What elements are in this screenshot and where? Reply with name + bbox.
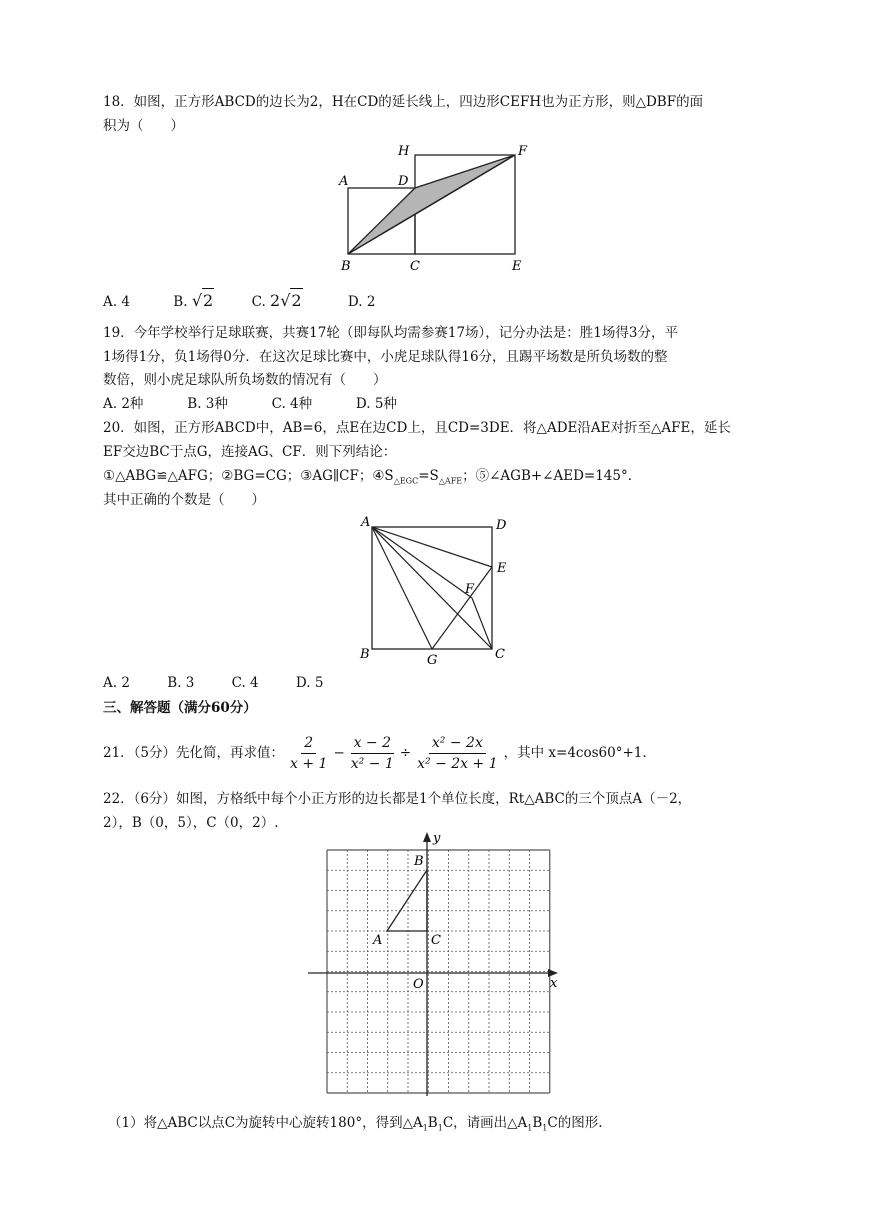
q20-conclusions-a: ①△ABG≌△AFG；②BG=CG；③AG∥CF；④S [103, 468, 394, 484]
q22-sub1-d: B [532, 1115, 543, 1131]
q20-option-c: C. 4 [231, 675, 259, 691]
q19-text-line3: 数倍，则小虎足球队所负场数的情况有（ ） [103, 372, 387, 388]
q18-option-c-coef: 2 [270, 291, 281, 310]
q22-sub1-e: C的图形. [547, 1115, 603, 1131]
q20-sub-afe: △AFE [438, 476, 463, 486]
q20-conclusions-c: ；⑤∠AGB+∠AED=145°． [462, 468, 642, 484]
label-D-q20: D [496, 518, 507, 533]
q20-options [103, 672, 323, 695]
q22-sub1-s1: 1 [422, 1123, 428, 1133]
q19-option-d: D. 5种 [355, 396, 397, 412]
q21-line [103, 730, 647, 776]
label-A: A [339, 174, 349, 189]
q22-subquestion-1 [108, 1112, 603, 1140]
y-axis-arrow [423, 832, 431, 842]
sqrt-2: √2 [192, 288, 214, 312]
q18-option-b [173, 288, 247, 314]
triangle-abc [387, 870, 427, 931]
section-3-title: 三、解答题（满分60分） [103, 700, 257, 716]
q22-sub1-b: B [427, 1115, 438, 1131]
q22-text-line2: 2），B（0，5），C（0，2）. [103, 815, 279, 831]
q19-options [103, 393, 397, 416]
label-F-q20: F [465, 582, 475, 597]
label-C-q22: C [431, 933, 441, 948]
q20-text-line1: 20．如图，正方形ABCD中，AB=6，点E在边CD上，且CD=3DE．将△ADE沿AE对折至△AFE，延长 [103, 420, 731, 436]
q20-option-b: B. 3 [167, 675, 195, 691]
label-x: x [550, 976, 558, 991]
q21-prefix: 21．（5分）先化简，再求值： [103, 745, 285, 761]
q21-minus: − [333, 745, 345, 761]
q21-fraction-2 [348, 733, 397, 774]
q19-option-c: C. 4种 [271, 396, 313, 412]
q18-option-b-prefix: B. [173, 294, 188, 310]
q22-sub1-c: C，请画出△A [442, 1115, 528, 1131]
q20-option-d: D. 5 [295, 675, 324, 691]
label-B-q22: B [414, 854, 424, 869]
segment-eg [432, 567, 492, 649]
q21-fraction-1 [287, 733, 330, 774]
q21-f3-num: x² − 2x [429, 733, 486, 754]
q21-f2-num: x − 2 [351, 733, 394, 754]
q22-text-line1: 22．（6分）如图，方格纸中每个小正方形的边长都是1个单位长度，Rt△ABC的三个顶点A（－2， [103, 791, 692, 807]
segment-ag [372, 527, 432, 649]
label-y: y [433, 831, 441, 846]
q19-option-a: A. 2种 [103, 396, 144, 412]
q21-f1-num: 2 [301, 733, 316, 754]
q22-grid-figure [300, 830, 570, 1105]
q22-sub1-s4: 1 [542, 1123, 548, 1133]
q19-text-line1: 19．今年学校举行足球联赛，共赛17轮（即每队均需参赛17场），记分办法是：胜1场得3分，平 [103, 325, 678, 341]
q22-sub1-s2: 1 [437, 1123, 443, 1133]
label-A-q22: A [373, 933, 383, 948]
q21-f2-den: x² − 1 [350, 755, 394, 772]
q22-sub1-a: （1）将△ABC以点C为旋转中心旋转180°，得到△A [108, 1115, 423, 1131]
label-G-q20: G [427, 653, 438, 668]
q18-options [103, 288, 375, 314]
q19-option-b: B. 3种 [187, 396, 228, 412]
label-A-q20: A [361, 515, 371, 530]
label-D: D [398, 174, 409, 189]
q21-f3-den: x² − 2x + 1 [417, 755, 498, 772]
label-C: C [410, 259, 420, 273]
label-E: E [512, 259, 522, 273]
q18-option-c [252, 288, 344, 314]
label-H: H [398, 144, 410, 159]
q20-option-a: A. 2 [103, 675, 130, 691]
segment-bf [348, 155, 515, 254]
q22-sub1-s3: 1 [527, 1123, 533, 1133]
q20-figure [355, 512, 520, 670]
q21-fraction-3 [414, 733, 500, 774]
label-C-q20: C [495, 647, 505, 662]
q18-figure [330, 138, 540, 273]
label-F: F [518, 144, 528, 159]
q18-option-c-prefix: C. [251, 294, 266, 310]
q20-text-line4: 其中正确的个数是（ ） [103, 492, 265, 508]
q21-f1-den: x + 1 [290, 755, 328, 772]
two-sqrt-2: 2√2 [270, 288, 303, 312]
q20-conclusions-b: =S [418, 468, 439, 484]
q18-option-b-radicand: 2 [202, 288, 214, 312]
q18-text-line2: 积为（ ） [103, 118, 184, 134]
q20-text-line2: EF交边BC于点G，连接AG、CF．则下列结论： [103, 444, 397, 460]
segment-af [372, 527, 472, 598]
grid-lines [327, 850, 550, 1093]
q18-option-a: A. 4 [103, 294, 130, 310]
q21-suffix: ，其中 x=4cos60°+1. [503, 745, 647, 761]
q18-option-c-radicand: 2 [290, 288, 302, 312]
q19-text-line2: 1场得1分，负1场得0分．在这次足球比赛中，小虎足球队得16分，且踢平场数是所负场数的整 [103, 349, 668, 365]
q18-text-line1: 18．如图，正方形ABCD的边长为2，H在CD的延长线上，四边形CEFH也为正方形，则△DBF的面 [103, 94, 704, 110]
q21-divide: ÷ [399, 745, 412, 761]
label-E-q20: E [497, 561, 507, 576]
q18-option-d: D. 2 [347, 294, 376, 310]
segment-ae [372, 527, 492, 567]
segment-fc [472, 598, 492, 649]
label-B-q20: B [360, 647, 370, 662]
label-B: B [341, 259, 351, 273]
q20-sub-egc: △EGC [393, 476, 419, 486]
label-O: O [413, 977, 424, 992]
